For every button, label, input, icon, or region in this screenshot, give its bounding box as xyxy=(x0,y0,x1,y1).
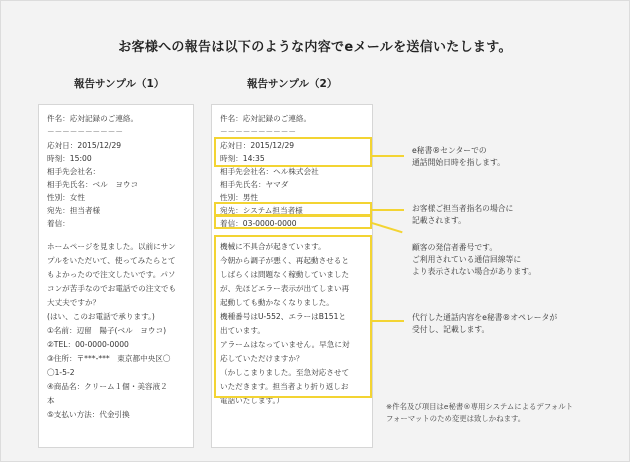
sample2-line: 起動しても動かなくなりました。 xyxy=(220,298,334,307)
sample1-line: 相手先氏名：ベル ヨウコ xyxy=(47,180,139,189)
connector-line xyxy=(372,320,404,322)
annotation-line: ご利用されている通信回線等に xyxy=(412,255,522,264)
sample2-line: 相手先氏名：ヤマダ xyxy=(220,180,289,189)
sample2-line: （かしこまりました。至急対応させて xyxy=(220,368,350,377)
sample2-line: いただきます。担当者より折り返しお xyxy=(220,382,349,391)
sample2-title: 報告サンプル（2） xyxy=(247,78,338,90)
highlight-datetime xyxy=(214,137,372,167)
sample1-line: 本 xyxy=(47,396,55,405)
sample2-line: 機械に不具合が起きています。 xyxy=(220,242,326,251)
footnote-line: フォーマットのため変更は致しかねます。 xyxy=(386,414,526,423)
sample1-line: プルをいただいて、使ってみたらとて xyxy=(47,256,176,265)
highlight-recipient xyxy=(214,202,372,216)
sample1-line: 大丈夫ですか？ xyxy=(47,298,101,307)
sample2-line: 応していただけますか？ xyxy=(220,354,304,363)
sample1-line: もよかったので注文したいです。パソ xyxy=(47,270,176,279)
annotation-recipient xyxy=(412,203,513,227)
highlight-call-content xyxy=(214,235,372,398)
sample1-line: 性別：女性 xyxy=(47,193,85,202)
annotation-datetime xyxy=(412,145,505,169)
sample2-line: 出ています。 xyxy=(220,326,265,335)
sample1-line: コンが苦手なのでお電話での注文でも xyxy=(47,284,177,293)
sample1-line: ④商品名：クリーム１個・美容液２ xyxy=(47,382,168,391)
footnote-line: ※件名及び項目はe秘書®専用システムによるデフォルト xyxy=(386,402,574,411)
sample1-line: ⑤支払い方法：代金引換 xyxy=(47,410,130,419)
sample1-line: 応対日：2015/12/29 xyxy=(47,141,122,150)
sample2-line: 宛先：システム担当者様 xyxy=(220,206,303,215)
annotation-line: 記載されます。 xyxy=(412,216,466,225)
sample2-line: が、先ほどエラー表示が出てしまい再 xyxy=(220,284,350,293)
sample2-line: 性別：男性 xyxy=(220,193,258,202)
sample1-line: 着信： xyxy=(47,219,70,228)
sample2-line: 機種番号はU-552、エラーはB151と xyxy=(220,312,347,321)
annotation-caller-number xyxy=(412,242,536,278)
sample1-line: ホームページを見ました。以前にサン xyxy=(47,242,176,251)
sample1-line: 宛先：担当者様 xyxy=(47,206,101,215)
connector-line xyxy=(372,209,404,211)
sample2-line: 今朝から調子が悪く、再起動させると xyxy=(220,256,349,265)
connector-line xyxy=(372,155,404,157)
sample2-line: しばらくは問題なく稼動していました xyxy=(220,270,350,279)
annotation-line: お客様ご担当者指名の場合に xyxy=(412,204,514,213)
sample2-line: 着信：03-0000-0000 xyxy=(220,219,297,228)
sample2-line: 応対日：2015/12/29 xyxy=(220,141,295,150)
highlight-caller-number xyxy=(214,215,372,229)
annotation-line: 通話開始日時を指します。 xyxy=(412,158,505,167)
sample1-line: 件名：応対記録のご連絡。 xyxy=(47,114,139,123)
annotation-line: 顧客の発信者番号です。 xyxy=(412,243,498,252)
annotation-call-content xyxy=(412,312,557,336)
annotation-line: 受付し、記載します。 xyxy=(412,325,490,334)
page-heading: お客様への報告は以下のような内容でeメールを送信いたします。 xyxy=(118,40,512,55)
sample2-line: 相手先会社名：ヘル株式会社 xyxy=(220,167,319,176)
sample1-line: －－－－－－－－－－ xyxy=(47,127,123,136)
sample1-line: 〇1-5-2 xyxy=(47,368,75,377)
sample1-line: ②TEL：00-0000-0000 xyxy=(47,340,129,349)
sample1-line: ③住所：〒***-*** 東京都中央区〇 xyxy=(47,354,171,363)
sample2-line: 電話いたします。） xyxy=(220,396,284,405)
sample2-line: アラームはなっていません。早急に対 xyxy=(220,340,350,349)
sample1-line: ①名前：辺留 陽子(ベル ヨウコ) xyxy=(47,326,167,335)
sample2-line: －－－－－－－－－－ xyxy=(220,127,296,136)
sample1-card xyxy=(38,104,194,448)
footnote xyxy=(386,401,573,425)
annotation-line: 代行した通話内容をe秘書®オペレータが xyxy=(412,313,558,322)
annotation-line: e秘書®センターでの xyxy=(412,146,487,155)
sample1-line: 相手先会社名： xyxy=(47,167,101,176)
sample1-line: (はい、このお電話で承ります。) xyxy=(47,312,155,321)
sample1-line: 時刻：15:00 xyxy=(47,154,92,163)
sample1-title: 報告サンプル（1） xyxy=(74,78,165,90)
sample2-line: 時刻：14:35 xyxy=(220,154,265,163)
annotation-line: より表示されない場合があります。 xyxy=(412,267,537,276)
sample2-line: 件名：応対記録のご連絡。 xyxy=(220,114,312,123)
